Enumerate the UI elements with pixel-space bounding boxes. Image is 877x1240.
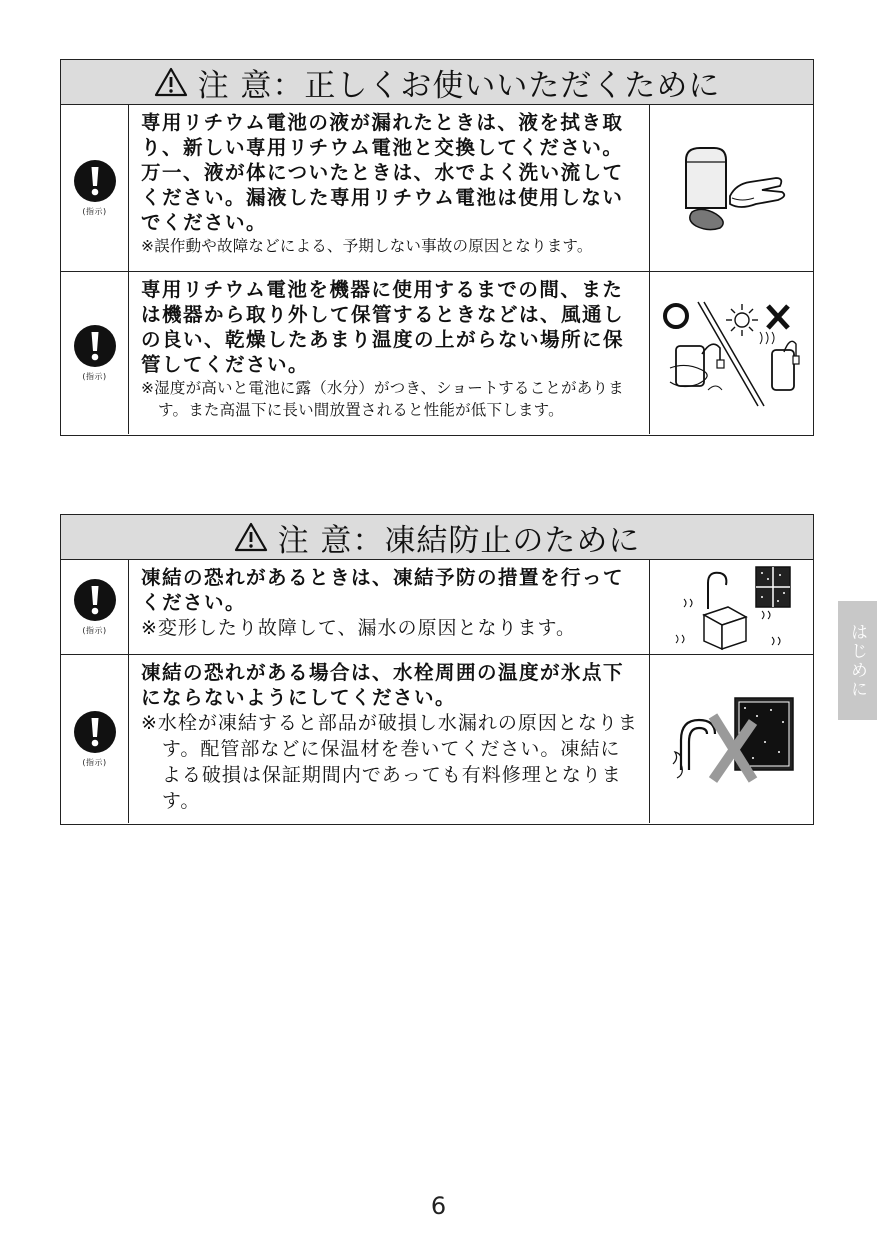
warning-triangle-icon [234,522,268,552]
caution-header [61,515,813,560]
caution-note: ※湿度が高いと電池に露（水分）がつき、ショートすることがあります。また高温下に長い間放置されると性能が低下します。 [141,379,624,419]
instruction-mark [61,272,129,434]
caution-note: ※変形したり故障して、漏水の原因となります。 [141,617,577,639]
section-tab[interactable]: はじめに [838,601,877,720]
caution-text [129,560,650,654]
exclamation-circle-icon [73,578,117,622]
faucet-insulation-illustration [650,655,813,823]
caution-header [61,60,813,105]
caution-row [61,272,813,434]
instruction-label: (指示) [82,626,107,635]
exclamation-circle-icon [73,710,117,754]
caution-text [129,272,650,434]
instruction-label: (指示) [82,207,107,216]
instruction-label: (指示) [82,758,107,767]
page-number: 6 [430,1192,447,1220]
instruction-label: (指示) [82,372,107,381]
instruction-mark [61,655,129,823]
caution-row [61,560,813,655]
caution-title: 注 意：凍結防止のために [277,522,641,559]
caution-row [61,655,813,823]
caution-text [129,105,650,271]
caution-row [61,105,813,272]
caution-note: ※水栓が凍結すると部品が破損し水漏れの原因となります。配管部などに保温材を巻いてください。凍結による破損は保証期間内であっても有料修理となります。 [141,712,638,812]
instruction-mark [61,560,129,654]
caution-text [129,655,650,823]
caution-box-freeze [60,514,814,825]
wipe-leak-illustration [650,105,813,271]
exclamation-circle-icon [73,324,117,368]
caution-bold-text: 専用リチウム電池の液が漏れたときは、液を拭き取り、新しい専用リチウム電池と交換してください。万一、液が体についたときは、水でよく洗い流してください。漏液した専用リチウム電池は使用しないでください。 [141,111,624,234]
caution-note: ※誤作動や故障などによる、予期しない事故の原因となります。 [141,237,593,255]
caution-title: 注 意：正しくお使いいただくために [197,67,721,104]
caution-bold-text: 凍結の恐れがあるときは、凍結予防の措置を行ってください。 [141,566,625,614]
instruction-mark [61,105,129,271]
caution-bold-text: 専用リチウム電池を機器に使用するまでの間、または機器から取り外して保管するときなどは、風通しの良い、乾燥したあまり温度の上がらない場所に保管してください。 [141,278,625,376]
caution-box-battery [60,59,814,436]
caution-bold-text: 凍結の恐れがある場合は、水栓周囲の温度が氷点下にならないようにしてください。 [141,661,625,709]
freeze-prevention-illustration [650,560,813,654]
storage-location-illustration [650,272,813,434]
exclamation-circle-icon [73,159,117,203]
warning-triangle-icon [154,67,188,97]
